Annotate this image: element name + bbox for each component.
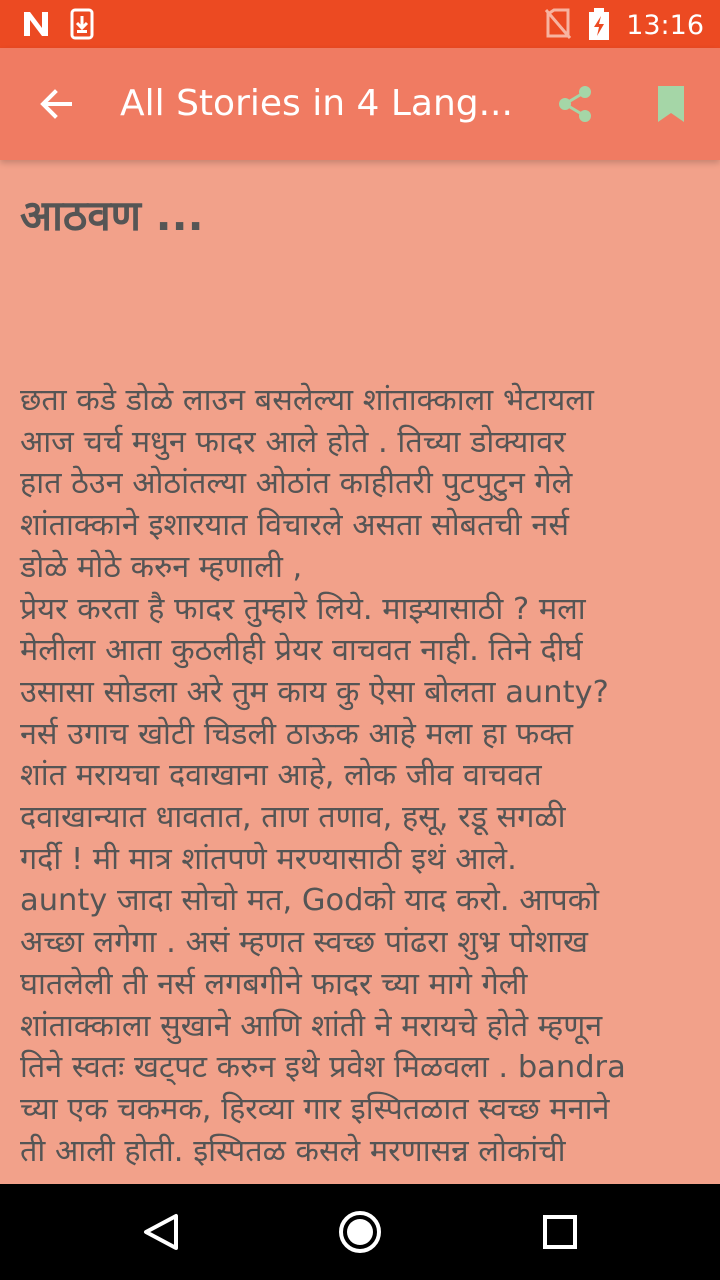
story-line: दवाखान्यात धावतात, ताण तणाव, हसू, रडू सगळी	[20, 800, 566, 836]
story-line: शांत मरायचा दवाखाना आहे, लोक जीव वाचवत	[20, 758, 542, 794]
n-logo-icon	[20, 8, 52, 44]
story-body	[20, 380, 710, 1172]
story-line: शांताक्काने इशारयात विचारले असता सोबतची नर्स	[20, 508, 569, 544]
story-line: अच्छा लगेगा . असं म्हणत स्वच्छ पांढरा शुभ्र पोशाख	[20, 925, 588, 961]
story-line: प्रेयर करता है फादर तुम्हारे लिये. माझ्यासाठी ? मला	[20, 591, 586, 627]
story-line: गर्दी ! मी मात्र शांतपणे मरण्यासाठी इथं आले.	[20, 841, 517, 877]
story-title: आठवण ...	[20, 191, 204, 240]
share-button[interactable]	[548, 76, 604, 132]
share-icon	[548, 117, 604, 136]
story-line: हात ठेउन ओठांतल्या ओठांत काहीतरी पुटपुटुन गेले	[20, 466, 573, 502]
story-line: ती आली होती. इस्पितळ कसले मरणासन्न लोकांची	[20, 1133, 566, 1169]
back-button[interactable]	[28, 76, 84, 132]
story-content[interactable]	[0, 160, 720, 1184]
status-time: 13:16	[626, 10, 704, 41]
story-line: मेलीला आता कुठलीही प्रेयर वाचवत नाही. तिने दीर्घ	[20, 633, 583, 669]
download-icon	[70, 8, 94, 44]
square-recents-icon	[532, 1245, 588, 1264]
battery-charging-icon	[588, 8, 610, 44]
story-line: छता कडे डोळे लाउन बसलेल्या शांताक्काला भेटायला	[20, 383, 594, 418]
story-line: च्या एक चकमक, हिरव्या गार इस्पितळात स्वच्छ मनाने	[20, 1091, 610, 1127]
app-bar	[0, 48, 720, 160]
bookmark-button[interactable]	[644, 76, 700, 132]
arrow-back-icon	[28, 117, 84, 136]
story-line: उसासा सोडला अरे तुम काय कु ऐसा बोलता aunty?	[20, 674, 609, 710]
navigation-bar	[0, 1184, 720, 1280]
story-line: शांताक्काला सुखाने आणि शांती ने मरायचे होते म्हणून	[20, 1008, 603, 1044]
story-line: तिने स्वतः खट्पट करुन इथे प्रवेश मिळवला . bandra	[20, 1050, 626, 1086]
bookmark-icon	[644, 117, 700, 136]
no-sim-icon	[544, 8, 572, 44]
triangle-back-icon	[132, 1245, 188, 1264]
story-line: घातलेली ती नर्स लगबगीने फादर च्या मागे गेली	[20, 966, 528, 1002]
story-line: आज चर्च मधुन फादर आले होते . तिच्या डोक्यावर	[20, 424, 566, 460]
nav-home-button[interactable]	[332, 1204, 388, 1260]
app-title: All Stories in 4 Lang...	[120, 83, 513, 124]
story-line: aunty जादा सोचो मत, Godको याद करो. आपको	[20, 883, 600, 919]
story-line: डोळे मोठे करुन म्हणाली ,	[20, 549, 303, 585]
circle-home-icon	[332, 1245, 388, 1264]
story-line: नर्स उगाच खोटी चिडली ठाऊक आहे मला हा फक्त	[20, 716, 574, 752]
nav-recents-button[interactable]	[532, 1204, 588, 1260]
status-bar	[0, 0, 720, 48]
nav-back-button[interactable]	[132, 1204, 188, 1260]
